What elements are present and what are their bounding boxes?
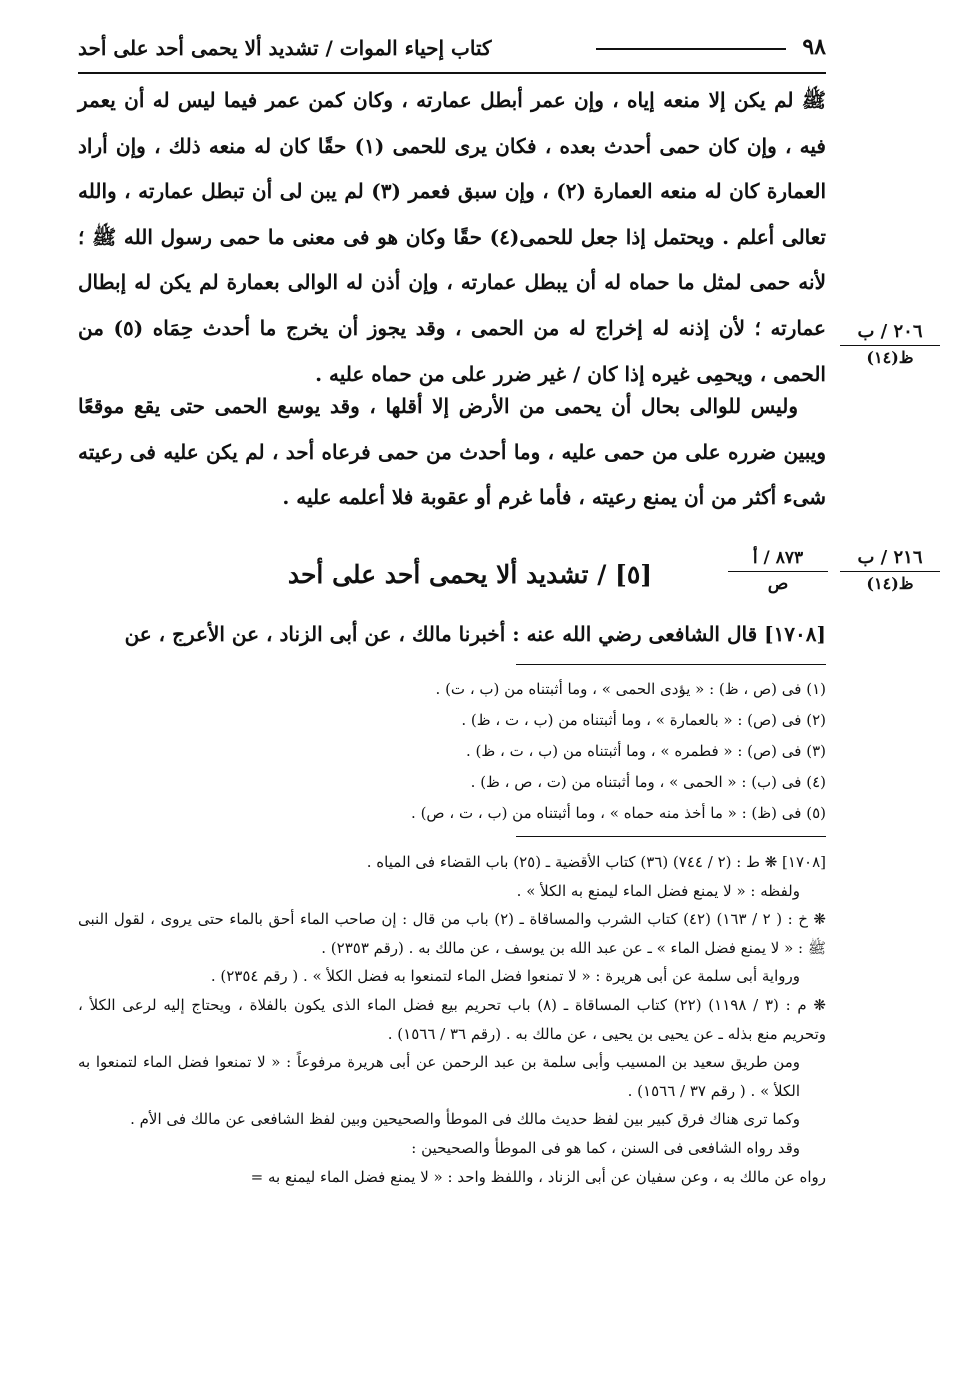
paragraph-text: وليس للوالى بحال أن يحمى من الأرض إلا أقلها ، وقد يوسع الحمى حتى يقع موقعًا ويبين ضرره على من حمى عليه ، وما أحدث من حمى فرعاه أحد ، لم يكن عليه فى رعيته شىء أكثر من أن يمنع رعيته ، فأما غرم أو عقوبة فلا أعلمه عليه . xyxy=(78,394,826,510)
paragraph-text: ﷺ لم يكن إلا منعه إياه ، وإن عمر أبطل عمارته ، وكان كمن عمر فيما ليس له أن يعمر فيه ، وإن كان حمى أحدث بعده ، فكان يرى للحمى (١) حقًا كان له منعه ذلك ، وإن أراد العمارة كان له منعه العمارة (٢) ، وإن سبق فعمر (٣) لم يبن لى أن تبطل عمارته ، والله تعالى أعلم . ويحتمل إذا جعل للحمى(٤) حقًا وكان هو فى معنى ما حمى رسول الله ﷺ ؛ لأنه حمى لمثل ما حماه له أن يبطل عمارته ، وإن أذن له الوالى بعمارة لم يكن له إبطال عمارته ؛ لأن إذنه له إخراج له من الحمى ، وقد يجوز أن يخرج ما أحدث حِمَاه (٥) من الحمى ، ويحمِى غيره إذا كان / غير ضرر على من حماه عليه . xyxy=(78,88,827,386)
note-line: وكما ترى هناك فرق كبير بين لفظ حديث مالك فى الموطأ والصحيحين وبين لفظ الشافعى عن مالك فى الأم . xyxy=(130,1110,800,1129)
takhrij-notes xyxy=(78,848,826,1191)
footnote-5: (٥) فى (ظ) : « ما أخذ منه حماه » ، وما أثبتناه من (ب ، ت ، ص) . xyxy=(411,804,826,822)
running-header xyxy=(78,28,826,74)
margin-note-folio: ٢٠٦ / ب xyxy=(840,320,940,346)
folio-manuscript: ص xyxy=(767,574,789,594)
note-line: ولفظه : « لا يمنع فضل الماء ليمنع به الكلأ » . xyxy=(516,881,800,900)
note-line: وقد رواه الشافعى فى السنن ، كما هو فى الموطأ والصحيحين : xyxy=(411,1138,800,1157)
note-line: ❋ م : (٣ / ١١٩٨) (٢٢) كتاب المساقاة ـ (٨) باب تحريم بيع فضل الماء الذى يكون بالفلاة ، ويحتاج إليه لرعى الكلأ ، وتحريم منع بذله ـ عن يحيى بن يحيى ، عن مالك به . (رقم ٣٦ / ١٥٦٦) . xyxy=(78,995,826,1043)
margin-note-folio: ٢١٦ / ب xyxy=(840,546,940,572)
notes-separator xyxy=(516,836,826,837)
variant-footnotes xyxy=(78,674,826,829)
page-number: ٩٨ xyxy=(802,34,826,60)
note-line: ورواية أبى سلمة عن أبى هريرة : « لا تمنعوا فضل الماء لتمنعوا به فضل الكلأ » . ( رقم ٢٣٥٤) . xyxy=(210,967,800,986)
footnote-3: (٣) فى (ص) : « فطمره » ، وما أثبتناه من (ب ، ت ، ظ) . xyxy=(465,742,826,760)
margin-note-1 xyxy=(840,320,940,370)
section-heading: [٥] / تشديد ألا يحمى أحد على أحد xyxy=(287,560,653,589)
margin-note-manuscript: ظ(١٤) xyxy=(866,574,914,593)
footnote-2: (٢) فى (ص) : « بالعمارة » ، وما أثبتناه من (ب ، ت ، ظ) . xyxy=(461,711,826,729)
footnote-1: (١) فى (ص ، ظ) : « يؤدى الحمى » ، وما أثبتناه من (ب ، ت) . xyxy=(435,680,826,698)
footnote-separator xyxy=(516,664,826,665)
note-line: ومن طريق سعيد بن المسيب وأبى سلمة بن عبد الرحمن عن أبى هريرة مرفوعاً : « لا تمنعوا فضل الماء لتمنعوا به الكلأ » . ( رقم ٣٧ / ١٥٦٦) . xyxy=(78,1053,800,1100)
margin-note-manuscript: ظ(١٤) xyxy=(866,348,914,367)
note-line: رواه عن مالك به ، وعن سفيان عن أبى الزناد ، واللفظ واحد : « لا يمنع فضل الماء ليمنع به = xyxy=(250,1167,826,1186)
margin-note-2 xyxy=(840,546,940,596)
folio-number: ٨٧٣ / أ xyxy=(728,546,828,572)
note-line: [١٧٠٨] ❋ ط : (٢ / ٧٤٤) (٣٦) كتاب الأقضية ـ (٢٥) باب القضاء فى المياه . xyxy=(366,853,826,871)
header-rule xyxy=(596,48,786,50)
footnote-4: (٤) فى (ب) : « الحمى » ، وما أثبتناه من (ت ، ص ، ظ) . xyxy=(470,773,826,791)
running-title: كتاب إحياء الموات / تشديد ألا يحمى أحد على أحد xyxy=(78,36,492,60)
folio-note xyxy=(728,546,828,596)
hadith-opening: [١٧٠٨] قال الشافعى رضي الله عنه : أخبرنا مالك ، عن أبى الزناد ، عن الأعرج ، عن xyxy=(124,622,826,646)
body-paragraph-2 xyxy=(78,384,826,521)
note-line: ❋ خ : ( ٢ / ١٦٣) (٤٢) كتاب الشرب والمساقاة ـ (٢) باب من قال : إن صاحب الماء أحق بالماء حتى يروى ، لقول النبى ﷺ : « لا يمنع فضل الماء » ـ عن عبد الله بن يوسف ، عن مالك به . (رقم ٢٣٥٣) . xyxy=(78,910,827,957)
body-paragraph-1 xyxy=(78,78,826,397)
